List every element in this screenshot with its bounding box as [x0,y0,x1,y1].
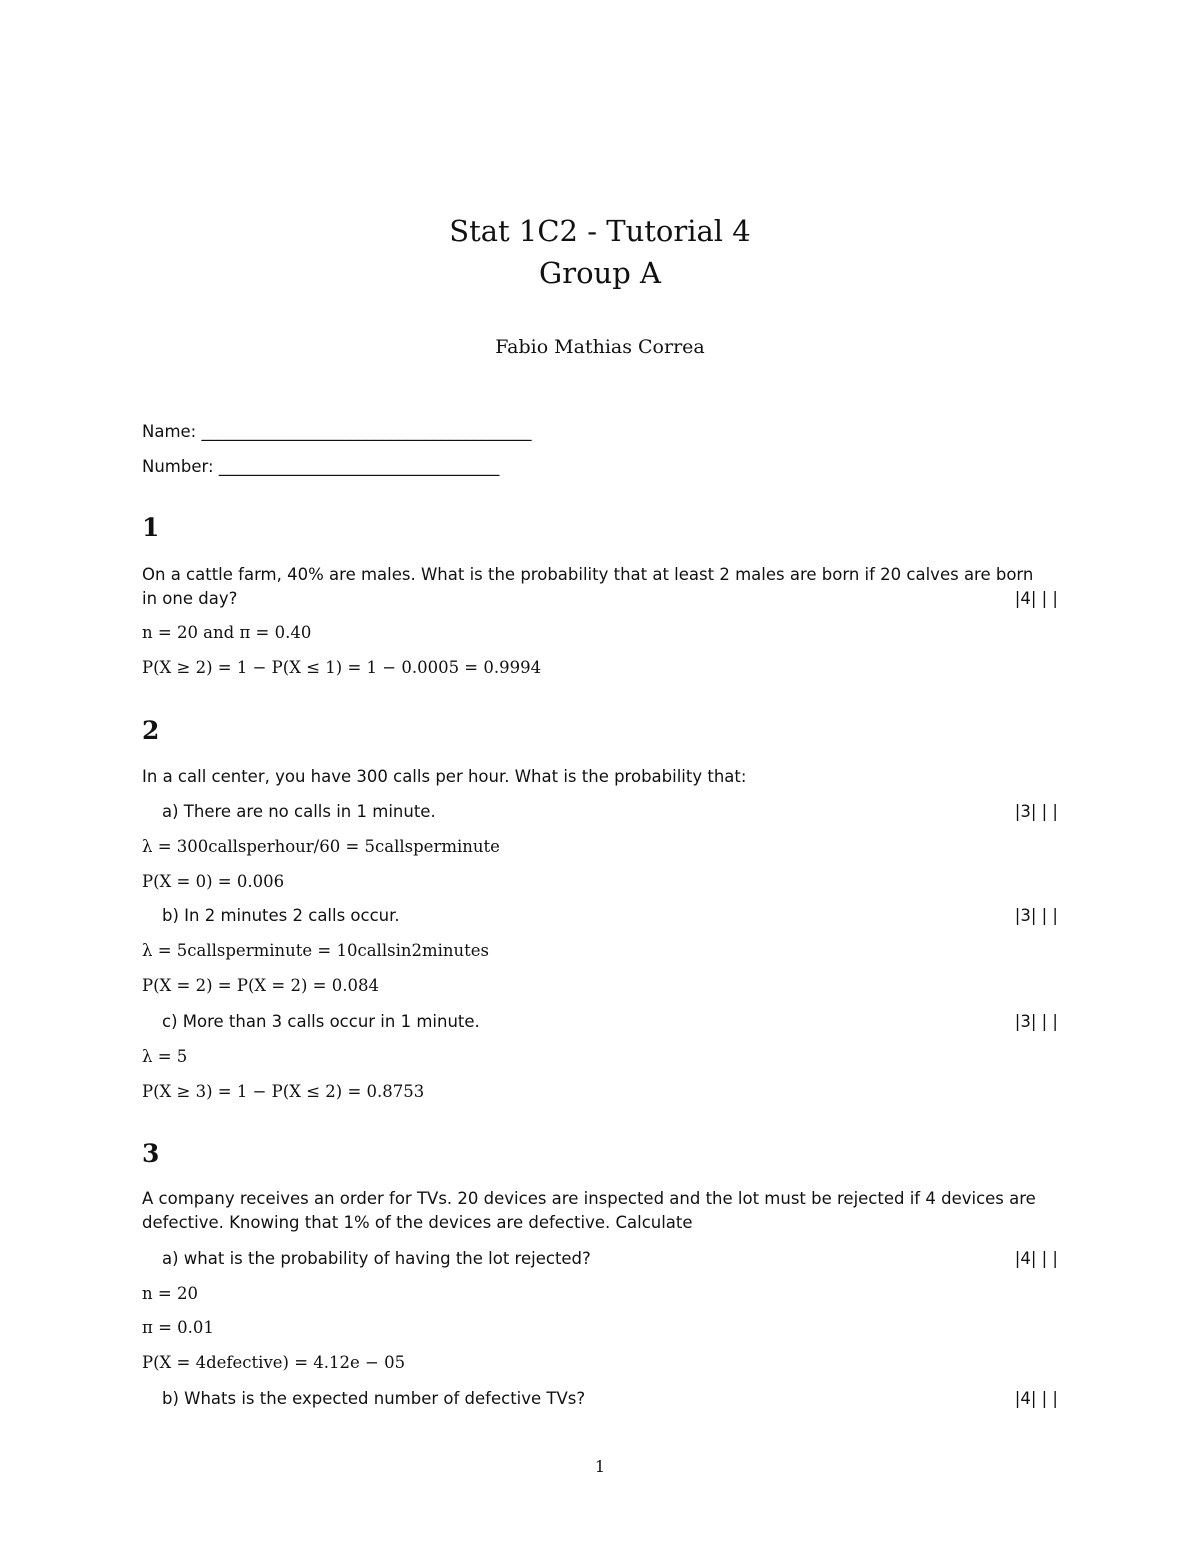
question-1-heading: 1 [142,513,160,542]
question-2a-math-1: λ = 300callsperhour/60 = 5callsperminute [142,837,500,856]
question-2c-math-2: P(X ≥ 3) = 1 − P(X ≤ 2) = 0.8753 [142,1082,425,1101]
author: Fabio Mathias Correa [495,336,705,358]
document-subtitle: Group A [539,256,661,290]
question-1-marks: |4| | | [1014,589,1058,608]
question-1-text-line1: On a cattle farm, 40% are males. What is the probability that at least 2 males are born if 20 calves are born [142,565,1034,584]
question-2c-math-1: λ = 5 [142,1047,188,1066]
question-3a-math-3: P(X = 4defective) = 4.12e − 05 [142,1353,406,1372]
question-2b-label: b) In 2 minutes 2 calls occur. [162,906,400,925]
number-field [142,457,499,476]
question-2-intro: In a call center, you have 300 calls per hour. What is the probability that: [142,767,747,786]
question-2a-label: a) There are no calls in 1 minute. [162,802,436,821]
question-3a-label: a) what is the probability of having the lot rejected? [162,1249,591,1268]
question-2-heading: 2 [142,716,160,745]
number-label: Number: [142,457,214,476]
question-1-text-line2: in one day? [142,589,238,608]
question-2b-math-1: λ = 5callsperminute = 10callsin2minutes [142,941,490,960]
page-number: 1 [594,1457,606,1476]
question-3b-marks: |4| | | [1014,1389,1058,1408]
question-2b-math-2: P(X = 2) = P(X = 2) = 0.084 [142,976,379,995]
question-3-heading: 3 [142,1139,160,1168]
question-2b-marks: |3| | | [1014,906,1058,925]
question-1-math-2: P(X ≥ 2) = 1 − P(X ≤ 1) = 1 − 0.0005 = 0.9994 [142,658,542,677]
question-3a-math-2: π = 0.01 [142,1318,214,1337]
question-1-math-1: n = 20 and π = 0.40 [142,623,312,642]
question-3-text-line1: A company receives an order for TVs. 20 devices are inspected and the lot must be rejected if 4 devices are [142,1189,1036,1208]
question-2c-label: c) More than 3 calls occur in 1 minute. [162,1012,480,1031]
name-field [142,422,532,441]
question-2a-math-2: P(X = 0) = 0.006 [142,872,285,891]
question-3a-marks: |4| | | [1014,1249,1058,1268]
document-title: Stat 1C2 - Tutorial 4 [449,214,751,248]
question-3-text-line2: defective. Knowing that 1% of the devices are defective. Calculate [142,1213,693,1232]
name-blank: ________________________________________ [201,422,532,441]
question-2c-marks: |3| | | [1014,1012,1058,1031]
number-blank: __________________________________ [218,457,500,476]
question-3a-math-1: n = 20 [142,1284,198,1303]
question-3b-label: b) Whats is the expected number of defective TVs? [162,1389,586,1408]
name-label: Name: [142,422,197,441]
question-2a-marks: |3| | | [1014,802,1058,821]
